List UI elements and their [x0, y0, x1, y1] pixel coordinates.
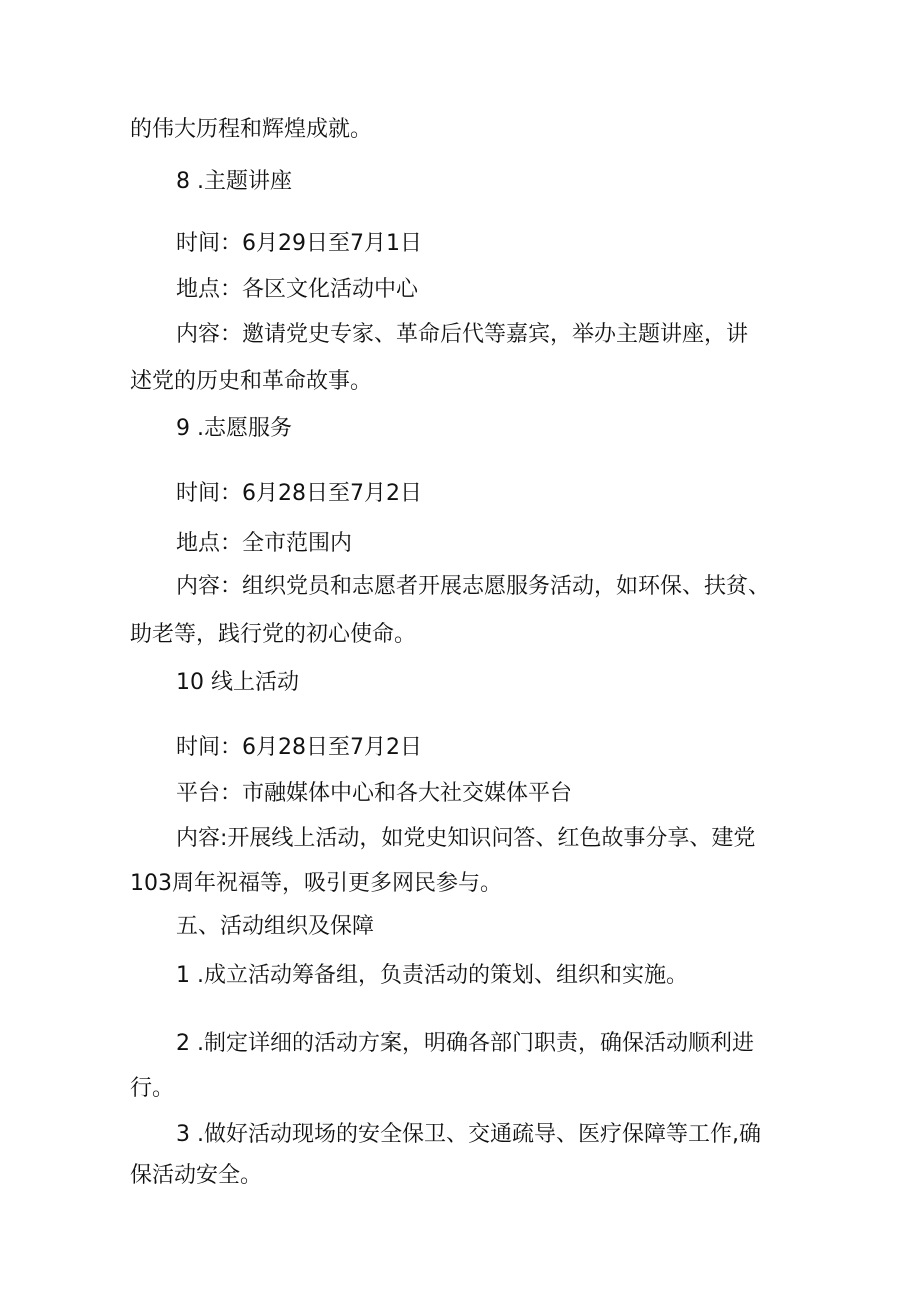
organization-item-2: 2 .制定详细的活动方案，明确各部门职责，确保活动顺利进 — [176, 1031, 754, 1056]
volunteer-location: 地点：全市范围内 — [176, 531, 353, 556]
organization-item-1: 1 .成立活动筹备组，负责活动的策划、组织和实施。 — [176, 963, 688, 988]
volunteer-content: 内容：组织党员和志愿者开展志愿服务活动，如环保、扶贫、 — [176, 574, 771, 599]
organization-item-3: 3 .做好活动现场的安全保卫、交通疏导、医疗保障等工作,确 — [176, 1122, 761, 1147]
online-platform: 平台：市融媒体中心和各大社交媒体平台 — [176, 781, 573, 806]
lecture-content-cont: 述党的历史和革命故事。 — [130, 369, 373, 394]
section-heading-volunteer: 9 .志愿服务 — [176, 416, 292, 441]
volunteer-content-cont: 助老等，践行党的初心使命。 — [130, 622, 417, 647]
organization-item-3-cont: 保活动安全。 — [130, 1163, 263, 1188]
online-content: 内容:开展线上活动，如党史知识问答、红色故事分享、建党 — [176, 826, 756, 851]
online-content-cont: 103周年祝福等，吸引更多网民参与。 — [130, 871, 502, 896]
section-heading-organization: 五、活动组织及保障 — [176, 914, 375, 939]
section-heading-lecture: 8 .主题讲座 — [176, 169, 292, 194]
lecture-location: 地点：各区文化活动中心 — [176, 277, 419, 302]
volunteer-time: 时间：6月28日至7月2日 — [176, 481, 422, 506]
paragraph-line: 的伟大历程和辉煌成就。 — [130, 117, 373, 142]
section-heading-online: 10 线上活动 — [176, 670, 299, 695]
lecture-time: 时间：6月29日至7月1日 — [176, 231, 422, 256]
lecture-content: 内容：邀请党史专家、革命后代等嘉宾，举办主题讲座，讲 — [176, 322, 749, 347]
online-time: 时间：6月28日至7月2日 — [176, 735, 422, 760]
organization-item-2-cont: 行。 — [130, 1076, 175, 1101]
